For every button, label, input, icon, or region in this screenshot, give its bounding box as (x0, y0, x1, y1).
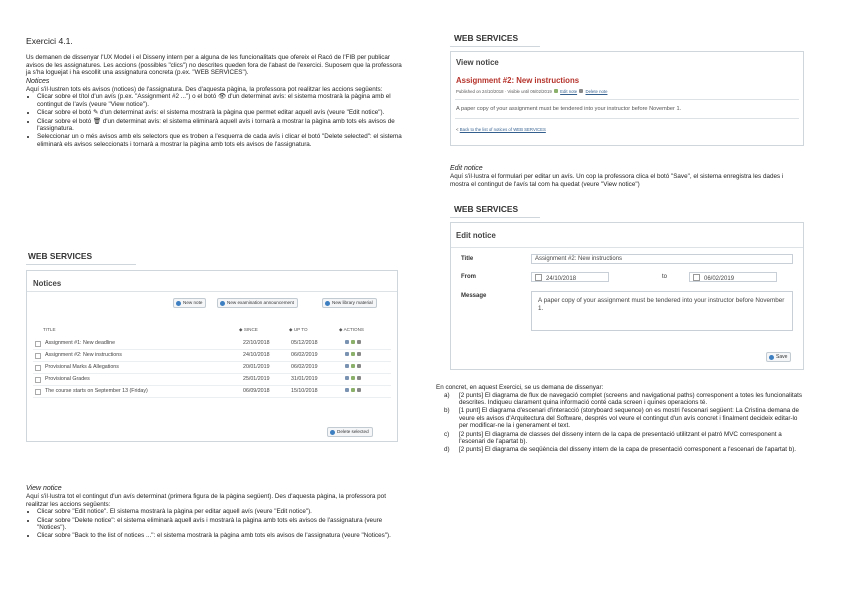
notice-body: A paper copy of your assignment must be tendered into your instructor before November 1. (456, 106, 682, 112)
upto-cell: 31/01/2019 (291, 376, 318, 382)
tasks-intro: En concret, en aquest Exercici, se us demana de dissenyar: (436, 384, 604, 391)
save-button[interactable] (766, 352, 791, 362)
tab-underline (450, 46, 540, 47)
notices-bullets (26, 93, 404, 148)
trash-icon[interactable] (357, 388, 361, 392)
save-icon (769, 355, 774, 360)
edit-note-link[interactable]: Edit note (560, 89, 578, 94)
plus-icon (220, 301, 225, 306)
row-checkbox[interactable] (35, 353, 41, 359)
message-label: Message (461, 293, 487, 299)
col-upto-header: ◆ UP TO (289, 327, 308, 332)
edit-notice-panel (450, 222, 804, 370)
back-to-list-link[interactable]: Back to the list of notices of WEB SERVICES (459, 127, 546, 132)
plus-icon (325, 301, 330, 306)
divider (451, 247, 803, 248)
tab-underline (450, 217, 540, 218)
view-notice-panel (450, 51, 804, 146)
calendar-icon (693, 274, 700, 281)
edit-notice-section (450, 165, 802, 188)
table-row (33, 374, 391, 386)
notices-heading: Notices (26, 77, 50, 85)
list-item: a) [2 punts] El diagrama de flux de navegació complet (screens and navigational paths) corresponent a totes les funcionalitats descrites. Indiqueu clarament quina informació conté cada screen i quines operacions té. (444, 391, 803, 406)
to-date-value: 06/02/2019 (704, 276, 735, 282)
trash-icon (579, 89, 583, 93)
edit-intro: Aquí s'il·lustra el formulari per editar un avís. Un cop la professora clica el botó "Save", el sistema enregistra les dades i mostra el contingut de l'avís tal com ha quedat (veure "View notice") (450, 173, 784, 188)
upto-cell: 06/02/2019 (291, 352, 318, 358)
since-cell: 24/10/2018 (243, 352, 270, 358)
list-item: • Seleccionar un o més avisos amb els selectors que es troben a l'esquerra de cada avís i clicar el botó "Delete selected": el sistema eliminarà els avisos seleccionats i tornarà a mostrar la pàgina amb tots els avisos de l'assignatura. (37, 133, 404, 148)
since-cell: 22/10/2018 (243, 340, 270, 346)
list-item: d) [2 punts] El diagrama de seqüència del disseny intern de la capa de presentació corresponent a l'escenari de l'apartat b). (444, 446, 797, 454)
minus-icon (330, 430, 335, 435)
edit-icon[interactable] (351, 352, 355, 356)
button-label: New library material (332, 300, 373, 305)
tasks-list (436, 392, 808, 454)
to-date-input[interactable] (689, 272, 777, 282)
button-label: Save (776, 354, 788, 360)
delete-selected-button[interactable] (327, 427, 373, 437)
notices-title: Notices (33, 279, 62, 288)
upto-cell: 06/02/2019 (291, 364, 318, 370)
row-actions (345, 364, 363, 370)
published-text: Published on 24/10/2018 · Visible until 06/02/2019 (456, 89, 552, 94)
row-actions (345, 340, 363, 346)
list-item: • Clicar sobre el botó 🗑 d'un determinat avís: el sistema eliminarà aquell avís i tornarà a mostrar la pàgina amb tots els avisos de l'assignatura. (37, 118, 404, 133)
list-item: • Clicar sobre el títol d'un avís (p.ex. "Assignment #2 ...") o el botó 👁 d'un determinat avís: el sistema mostrarà la pàgina amb el contingut de l'avís (veure "View notice"). (37, 93, 404, 108)
list-item: • Clicar sobre "Back to the list of notices ...": el sistema mostrarà la pàgina amb tots els avisos de l'assignatura (veure "Notices"). (37, 532, 404, 539)
notice-meta (456, 89, 607, 94)
title-label: Title (461, 256, 474, 262)
edit-icon[interactable] (351, 376, 355, 380)
intro-paragraph (26, 54, 404, 149)
view-notice-section (26, 485, 404, 541)
notice-heading: Assignment #2: New instructions (456, 76, 580, 85)
since-cell: 25/01/2019 (243, 376, 270, 382)
button-label: Delete selected (337, 429, 369, 434)
eye-icon[interactable] (345, 376, 349, 380)
col-title-header: TITLE (43, 327, 56, 332)
notice-title-link[interactable]: The course starts on September 13 (Friday) (45, 388, 148, 394)
row-checkbox[interactable] (35, 341, 41, 347)
row-actions (345, 376, 363, 382)
edit-tab[interactable]: WEB SERVICES (454, 204, 519, 214)
delete-note-link[interactable]: Delete note (585, 89, 608, 94)
edit-icon[interactable] (351, 340, 355, 344)
edit-icon (554, 89, 558, 93)
view-heading: View notice (26, 485, 62, 492)
trash-icon[interactable] (357, 340, 361, 344)
notice-title-link[interactable]: Assignment #1: New deadline (45, 340, 116, 346)
intro-text: Us demanen de dissenyar l'UX Model i el Disseny intern per a alguna de les funcionalitats que ofereix el Racó de l'FIB per publicar avisos de les assignatures. Les accions (possibles "clics") no descrites queden fora de l'abast de l'exercici. Suposem que la professora ja s'ha loguejat i ha escollit una assignatura concreta (p.ex. "WEB SERVICES"). (26, 54, 402, 77)
edit-title: Edit notice (456, 231, 496, 240)
back-link-row: < Back to the list of notices of WEB SERVICES (456, 127, 546, 132)
notice-title-link[interactable]: Provisional Grades (45, 376, 90, 382)
plus-icon (176, 301, 181, 306)
eye-icon[interactable] (345, 364, 349, 368)
edit-icon[interactable] (351, 388, 355, 392)
table-row (33, 350, 391, 362)
view-title: View notice (456, 58, 499, 67)
from-label: From (461, 274, 476, 280)
upto-cell: 05/12/2018 (291, 340, 318, 346)
divider (27, 291, 397, 292)
button-label: New examination announcement (227, 300, 294, 305)
list-item: • Clicar sobre "Delete notice": el sistema eliminarà aquell avís i mostrarà la pàgina amb tots els avisos de l'assignatura (veure "Notices"). (37, 517, 404, 532)
trash-icon[interactable] (357, 352, 361, 356)
message-textarea[interactable]: A paper copy of your assignment must be tendered into your instructor before November 1. (531, 291, 793, 331)
from-date-input[interactable] (531, 272, 609, 282)
row-actions (345, 352, 363, 358)
since-cell: 06/09/2018 (243, 388, 270, 394)
notices-panel (26, 270, 398, 442)
view-tab[interactable]: WEB SERVICES (454, 33, 519, 43)
view-bullets (26, 508, 404, 540)
notice-title-link[interactable]: Provisional Marks & Allegations (45, 364, 119, 370)
list-item: b) [1 punt] El diagrama d'escenari d'interacció (storyboard sequence) on es mostri l'escenari següent: La Cristina demana de veure els avisos d'Arquitectura del Software, després vol veure el contingut d'un avís concret i finalment decideix editar-lo per modificar-ne la i generament el text. (444, 407, 799, 430)
edit-heading: Edit notice (450, 165, 483, 172)
calendar-icon (535, 274, 542, 281)
row-checkbox[interactable] (35, 365, 41, 371)
row-checkbox[interactable] (35, 389, 41, 395)
upto-cell: 15/10/2018 (291, 388, 318, 394)
table-row (33, 362, 391, 374)
row-actions (345, 388, 363, 394)
title-input[interactable]: Assignment #2: New instructions (531, 254, 793, 264)
new-library-material-button[interactable] (322, 298, 377, 308)
trash-icon[interactable] (357, 364, 361, 368)
divider (455, 118, 799, 119)
divider (455, 99, 799, 100)
new-exam-announcement-button[interactable] (217, 298, 298, 308)
notices-tab[interactable]: WEB SERVICES (28, 251, 93, 261)
notice-title-link[interactable]: Assignment #2: New instructions (45, 352, 122, 358)
col-actions-header: ◆ ACTIONS (339, 327, 364, 332)
table-row (33, 386, 391, 398)
new-note-button[interactable] (173, 298, 206, 308)
tasks-section (436, 384, 808, 455)
to-label: to (662, 274, 668, 280)
since-cell: 20/01/2019 (243, 364, 270, 370)
list-item: • Clicar sobre "Edit notice". El sistema mostrarà la pàgina per editar aquell avís (veure "Edit notice"). (37, 508, 404, 515)
notices-intro: Aquí s'il·lustren tots els avisos (notices) de l'assignatura. Des d'aquesta pàgina, la professora pot realitzar les accions següents: (26, 85, 383, 93)
view-intro: Aquí s'il·lustra tot el contingut d'un avís determinat (primera figura de la pàgina següent). Des d'aquesta pàgina, la professora pot realitzar les accions següents: (26, 493, 386, 508)
table-row (33, 338, 391, 350)
eye-icon[interactable] (345, 388, 349, 392)
eye-icon[interactable] (345, 352, 349, 356)
edit-icon[interactable] (351, 364, 355, 368)
list-item: c) [2 punts] El diagrama de classes del disseny intern de la capa de presentació utilitzant el patró MVC corresponent a l'escenari de l'apartat b). (444, 430, 782, 446)
trash-icon[interactable] (357, 376, 361, 380)
from-date-value: 24/10/2018 (546, 276, 577, 282)
eye-icon[interactable] (345, 340, 349, 344)
tab-underline (26, 264, 136, 265)
list-item: • Clicar sobre el botó ✎ d'un determinat avís: el sistema mostrarà la pàgina que permet editar aquell avís (veure "Edit notice"). (37, 109, 404, 116)
row-checkbox[interactable] (35, 377, 41, 383)
col-since-header: ◆ SINCE (239, 327, 258, 332)
exercise-title: Exercici 4.1. (26, 36, 73, 46)
button-label: New note (183, 300, 203, 305)
